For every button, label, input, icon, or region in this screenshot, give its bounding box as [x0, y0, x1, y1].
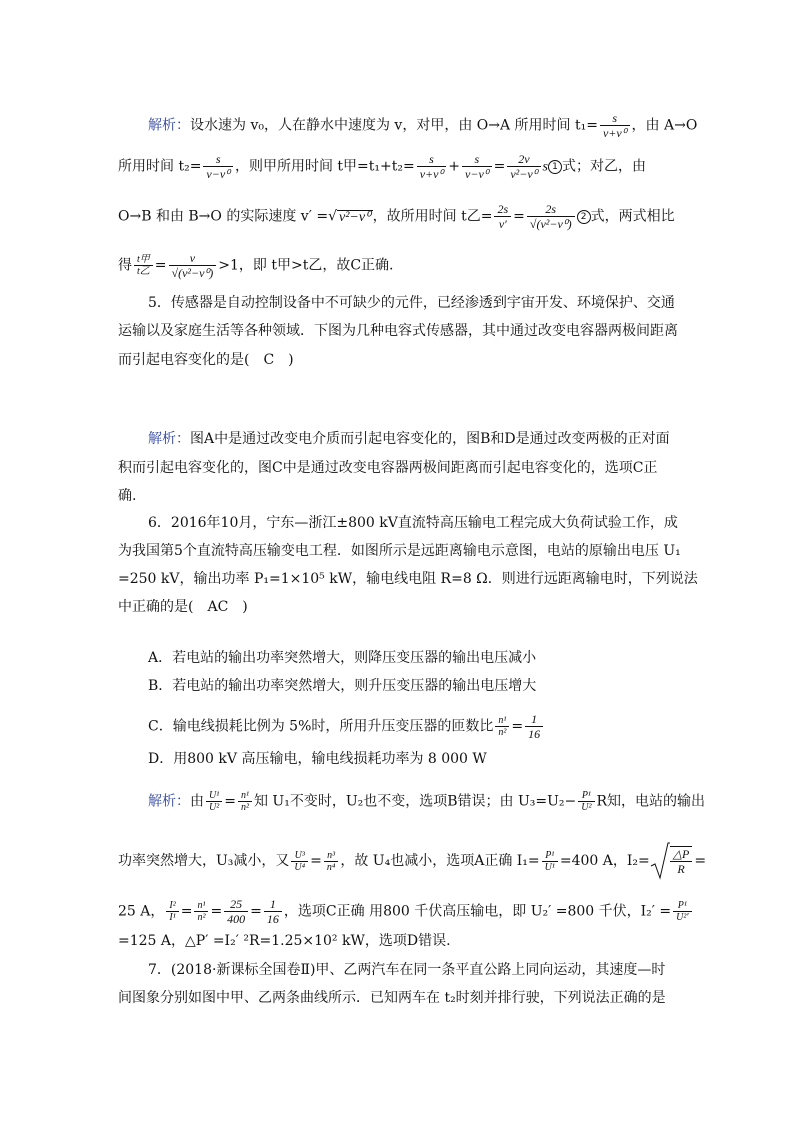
- fraction: $\frac{v}{\text{√(v²−v⁰)}}$: [169, 251, 217, 280]
- sqrt-content: v²−v⁰: [338, 209, 371, 225]
- analysis-line: [118, 897, 694, 926]
- fraction: $\frac{25}{400}$: [224, 897, 248, 926]
- fraction: $\frac{\text{U³}}{\text{U⁴}}$: [291, 850, 308, 873]
- text: 25 A，: [118, 903, 165, 920]
- text: ，故所用时间 t乙=: [372, 208, 493, 225]
- fraction: $\frac{\text{n¹}}{\text{n²}}$: [194, 900, 208, 923]
- question-6-line: 中正确的是( AC ): [118, 599, 248, 615]
- fraction: $\frac{2s}{v'}$: [494, 202, 511, 231]
- text: +: [448, 158, 461, 175]
- text: =: [513, 208, 525, 225]
- analysis-label: 解析：: [148, 793, 190, 810]
- sqrt-symbol: √: [328, 208, 337, 225]
- circled-number: 1: [548, 160, 562, 174]
- option-d: D．用800 kV 高压输电，输电线损耗功率为 8 000 W: [148, 751, 487, 767]
- text: 设水速为 v₀，人在静水中速度为 v，对甲，由 O→A 所用时间 t₁=: [190, 117, 598, 134]
- analysis-line: =125 A，△P′ =I₂′ ²R=1.25×10² kW，选项D错误.: [118, 933, 451, 949]
- text: =: [310, 853, 322, 869]
- text: 图A中是通过改变电介质而引起电容变化的，图B和D是通过改变两极的正对面: [190, 431, 670, 447]
- analysis-line: 积而引起电容变化的，图C中是通过改变电容器两极间距离而引起电容变化的，选项C正: [118, 460, 658, 476]
- fraction: $\frac{\text{n¹}}{\text{n²}}$: [495, 715, 509, 738]
- text: R知，电站的输出: [596, 793, 706, 810]
- analysis-line: [148, 432, 670, 446]
- text: 式；对乙，由: [561, 158, 646, 175]
- fraction: $\frac{\text{n¹}}{\text{n²}}$: [238, 790, 252, 813]
- text: ，选项C正确 用800 千伏高压输电，即 U₂′ =800 千伏，I₂′ =: [283, 903, 672, 920]
- fraction: $\frac{\triangle P}{R}$: [670, 846, 693, 876]
- text: 功率突然增大，U₃减小，又: [118, 853, 290, 869]
- question-7-line: 间图象分别如图中甲、乙两条曲线所示．已知两车在 t₂时刻并排行驶，下列说法正确的是: [118, 990, 666, 1006]
- fraction: $\frac{s}{\text{v+v⁰}}$: [600, 111, 630, 140]
- fraction: $\frac{\text{I²}}{\text{I¹}}$: [166, 900, 178, 923]
- fraction: t甲 t乙: [134, 254, 153, 277]
- question-5-line: 运输以及家庭生活等各种领域．下图为几种电容式传感器，其中通过改变电容器两极间距离: [118, 323, 678, 339]
- analysis-line: [118, 202, 675, 231]
- text: 知 U₁不变时，U₂也不变，选项B错误；由 U₃=U₂−: [253, 793, 577, 810]
- circled-number: 2: [577, 210, 591, 224]
- analysis-line: [148, 790, 705, 813]
- fraction: $\frac{1}{16}$: [264, 897, 282, 926]
- text: 得: [118, 257, 132, 274]
- text: =: [224, 793, 236, 810]
- text: s: [542, 159, 548, 175]
- text: =: [493, 158, 506, 175]
- option-c: [148, 712, 545, 741]
- text: C．输电线损耗比例为 5%时，所用升压变压器的匝数比: [148, 718, 494, 735]
- question-5-line: 5．传感器是自动控制设备中不可缺少的元件，已经渗透到宇宙开发、环境保护、交通: [148, 295, 675, 311]
- fraction: $\frac{\text{P¹}}{\text{U²}}$: [578, 790, 594, 813]
- analysis-line: [118, 152, 646, 181]
- fraction: $\frac{\text{P¹}}{\text{U²′}}$: [673, 900, 691, 923]
- fraction: $\frac{2v}{\text{v²−v⁰}}$: [507, 152, 540, 181]
- option-a: A．若电站的输出功率突然增大，则降压变压器的输出电压减小: [148, 650, 537, 666]
- text: =: [210, 903, 223, 920]
- question-7-line: 7．(2018·新课标全国卷Ⅱ)甲、乙两汽车在同一条平直公路上同向运动，其速度—时: [148, 962, 666, 978]
- question-6-line: 为我国第5个直流特高压输变电工程．如图所示是远距离输电示意图，电站的原输出电压 U₁: [118, 543, 681, 559]
- question-6-line: 6．2016年10月，宁东—浙江±800 kV直流特高压输电工程完成大负荷试验工作，成: [148, 515, 678, 531]
- text: =: [180, 903, 193, 920]
- question-5-line: 而引起电容变化的是( C ): [118, 352, 294, 368]
- text: =: [511, 718, 524, 735]
- sqrt-radical: [650, 842, 670, 880]
- option-b: B．若电站的输出功率突然增大，则升压变压器的输出电压增大: [148, 678, 537, 694]
- text: =: [694, 853, 707, 869]
- analysis-label: 解析：: [148, 431, 190, 447]
- analysis-line: [118, 842, 706, 880]
- analysis-line: [148, 111, 697, 140]
- fraction: $\frac{1}{16}$: [525, 712, 543, 741]
- analysis-line: [118, 251, 394, 280]
- fraction: $\frac{\text{n³}}{\text{n⁴}}$: [324, 850, 338, 873]
- text: ，则甲所用时间 t甲=t₁+t₂=: [234, 158, 415, 175]
- analysis-label: 解析：: [148, 117, 190, 134]
- fraction: $\frac{\text{P¹}}{\text{U¹}}$: [542, 850, 558, 873]
- question-6-line: =250 kV，输出功率 P₁=1×10⁵ kW，输电线电阻 R=8 Ω．则进行远距离输电时，下列说法: [118, 571, 698, 587]
- text: 式，两式相比: [590, 208, 675, 225]
- analysis-line: 确.: [118, 488, 137, 504]
- fraction: $\frac{s}{\text{v+v⁰}}$: [417, 152, 447, 181]
- fraction: $\frac{\text{U¹}}{\text{U²}}$: [206, 790, 222, 813]
- text: 由: [190, 793, 204, 810]
- text: O→B 和由 B→O 的实际速度 v′ =: [118, 208, 329, 225]
- text: 所用时间 t₂=: [118, 158, 202, 175]
- text: >1，即 t甲>t乙，故C正确.: [218, 257, 394, 274]
- text: ，由 A→O: [631, 117, 698, 134]
- text: =400 A，I₂=: [559, 853, 650, 869]
- fraction: $\frac{s}{\text{v−v⁰}}$: [203, 152, 233, 181]
- fraction: $\frac{2s}{\text{√(v²−v⁰)}}$: [527, 202, 575, 231]
- text: ，故 U₄也减小，选项A正确 I₁=: [340, 853, 540, 869]
- fraction: $\frac{s}{\text{v−v⁰}}$: [462, 152, 492, 181]
- text: =: [250, 903, 262, 920]
- text: =: [154, 257, 167, 274]
